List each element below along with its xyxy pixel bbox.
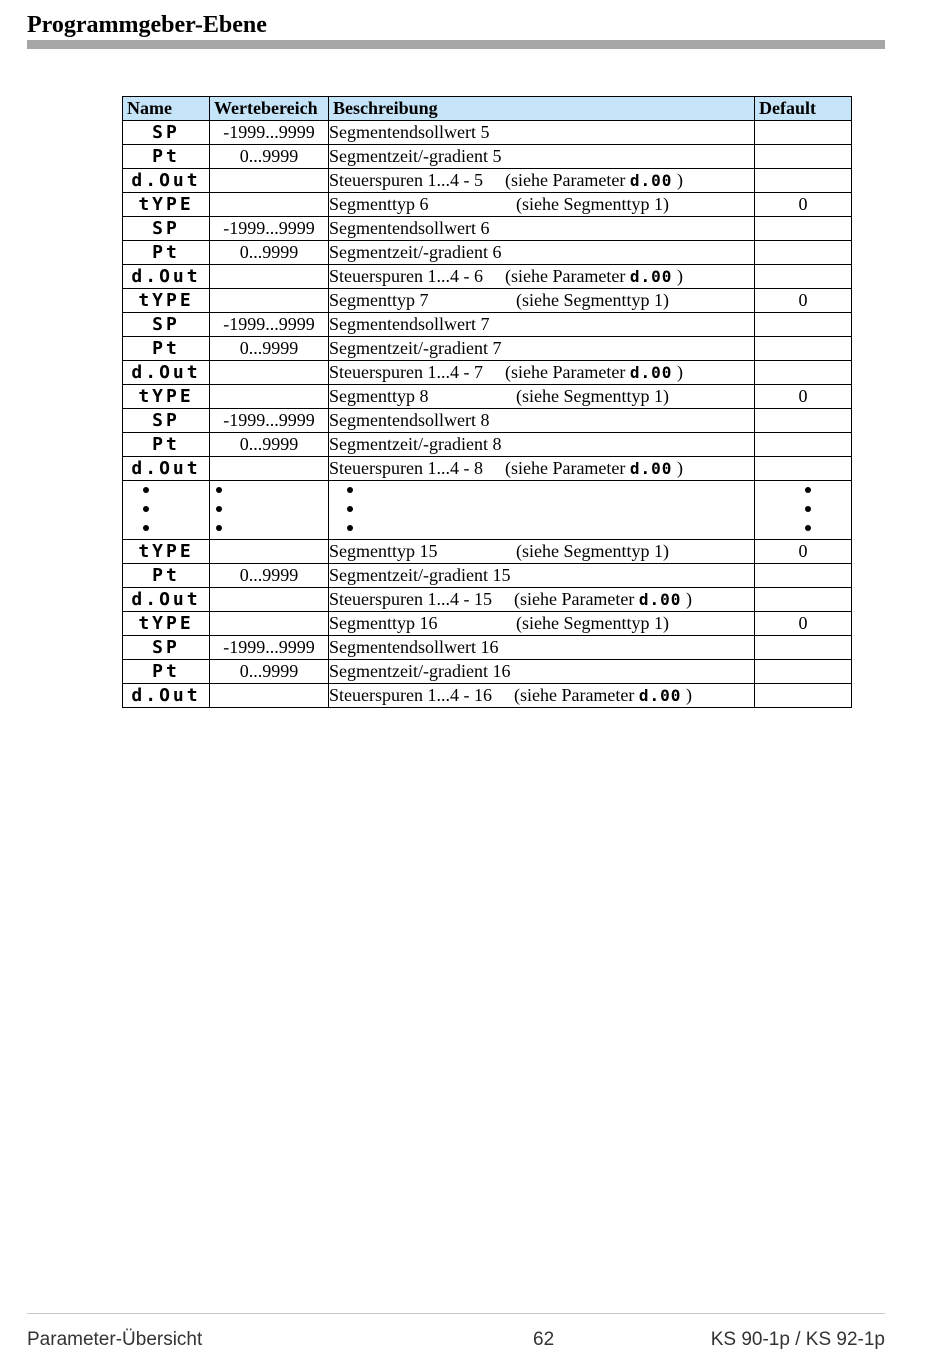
value-range	[210, 289, 329, 313]
description-text: Segmentzeit/-gradient 5	[329, 146, 502, 166]
parameter-name: d.Out	[123, 684, 210, 708]
dot-icon	[143, 525, 149, 531]
description-text: Segmentendsollwert 16	[329, 637, 499, 657]
dot-icon	[216, 525, 222, 531]
parameter-code: d.00	[629, 171, 673, 190]
description-text: Segmentzeit/-gradient 15	[329, 565, 511, 585]
description-note: (siehe Parameter	[513, 685, 635, 705]
description-note-close: )	[685, 685, 692, 705]
description	[329, 457, 755, 481]
parameter-name: SP	[123, 313, 210, 337]
description-text: Segmentendsollwert 7	[329, 314, 490, 334]
ellipsis-cell	[123, 481, 210, 540]
parameter-name: d.Out	[123, 588, 210, 612]
description-text: Steuerspuren 1...4 - 7	[329, 362, 483, 382]
value-range: 0...9999	[210, 337, 329, 361]
parameter-name: tYPE	[123, 612, 210, 636]
default-value	[755, 409, 852, 433]
parameter-name: d.Out	[123, 265, 210, 289]
description	[329, 564, 755, 588]
parameter-name: d.Out	[123, 457, 210, 481]
description	[329, 337, 755, 361]
parameter-name: tYPE	[123, 540, 210, 564]
description-note: (siehe Parameter	[504, 362, 626, 382]
default-value	[755, 457, 852, 481]
dot-icon	[347, 487, 353, 493]
table-row	[123, 241, 852, 265]
value-range: 0...9999	[210, 433, 329, 457]
description-note: (siehe Parameter	[504, 266, 626, 286]
parameter-code: d.00	[638, 590, 682, 609]
dot-icon	[347, 506, 353, 512]
description-note-close: )	[685, 589, 692, 609]
description-text: Segmentzeit/-gradient 6	[329, 242, 502, 262]
description-text: Steuerspuren 1...4 - 16	[329, 685, 492, 705]
value-range	[210, 265, 329, 289]
description-note: (siehe Parameter	[513, 589, 635, 609]
table-row	[123, 337, 852, 361]
default-value	[755, 361, 852, 385]
parameter-name: d.Out	[123, 169, 210, 193]
description	[329, 540, 755, 564]
description	[329, 636, 755, 660]
ellipsis-row	[123, 481, 852, 540]
default-value	[755, 265, 852, 289]
table-row	[123, 636, 852, 660]
description	[329, 409, 755, 433]
table-row	[123, 540, 852, 564]
description	[329, 121, 755, 145]
parameter-table	[122, 96, 852, 708]
default-value	[755, 433, 852, 457]
table-row	[123, 217, 852, 241]
parameter-name: Pt	[123, 241, 210, 265]
vertical-ellipsis-icon	[210, 481, 328, 531]
description-note: (siehe Parameter	[504, 458, 626, 478]
default-value	[755, 313, 852, 337]
parameter-name: Pt	[123, 660, 210, 684]
default-value	[755, 241, 852, 265]
dot-icon	[143, 487, 149, 493]
description-note-close: )	[676, 170, 683, 190]
default-value: 0	[755, 385, 852, 409]
parameter-name: SP	[123, 217, 210, 241]
value-range	[210, 457, 329, 481]
column-header-description: Beschreibung	[329, 97, 755, 121]
column-header-default: Default	[755, 97, 852, 121]
parameter-name: d.Out	[123, 361, 210, 385]
default-value	[755, 121, 852, 145]
page-title: Programmgeber-Ebene	[27, 12, 267, 38]
parameter-name: Pt	[123, 337, 210, 361]
description-note: (siehe Segmenttyp 1)	[516, 290, 669, 310]
parameter-code: d.00	[629, 363, 673, 382]
table-row	[123, 361, 852, 385]
value-range	[210, 385, 329, 409]
description-note-close: )	[676, 362, 683, 382]
description	[329, 241, 755, 265]
description-text: Segmenttyp 7	[329, 290, 429, 310]
description-note: (siehe Segmenttyp 1)	[516, 194, 669, 214]
parameter-name: tYPE	[123, 193, 210, 217]
parameter-code: d.00	[629, 267, 673, 286]
value-range: 0...9999	[210, 241, 329, 265]
description-note: (siehe Segmenttyp 1)	[516, 386, 669, 406]
description-note-close: )	[676, 266, 683, 286]
parameter-name: Pt	[123, 564, 210, 588]
table-row	[123, 265, 852, 289]
value-range	[210, 588, 329, 612]
vertical-ellipsis-icon	[755, 481, 851, 531]
description	[329, 660, 755, 684]
dot-icon	[805, 487, 811, 493]
value-range: -1999...9999	[210, 409, 329, 433]
default-value	[755, 636, 852, 660]
description	[329, 289, 755, 313]
default-value	[755, 684, 852, 708]
table-row	[123, 385, 852, 409]
default-value: 0	[755, 540, 852, 564]
footer-rule	[27, 1313, 885, 1314]
table-body	[123, 121, 852, 708]
table-row	[123, 660, 852, 684]
parameter-name: tYPE	[123, 289, 210, 313]
dot-icon	[347, 525, 353, 531]
table-row	[123, 684, 852, 708]
ellipsis-cell	[755, 481, 852, 540]
description-note-close: )	[676, 458, 683, 478]
footer-page-number: 62	[533, 1329, 555, 1350]
footer-product-name: KS 90-1p / KS 92-1p	[710, 1329, 885, 1350]
dot-icon	[805, 525, 811, 531]
table-row	[123, 193, 852, 217]
table-row	[123, 121, 852, 145]
value-range	[210, 169, 329, 193]
description	[329, 588, 755, 612]
default-value	[755, 588, 852, 612]
default-value	[755, 660, 852, 684]
value-range	[210, 193, 329, 217]
parameter-name: Pt	[123, 145, 210, 169]
table-row	[123, 169, 852, 193]
description-text: Segmentzeit/-gradient 7	[329, 338, 502, 358]
value-range: 0...9999	[210, 145, 329, 169]
description-text: Segmentzeit/-gradient 16	[329, 661, 511, 681]
footer-section-title: Parameter-Übersicht	[27, 1329, 203, 1350]
default-value	[755, 217, 852, 241]
default-value	[755, 337, 852, 361]
default-value: 0	[755, 612, 852, 636]
vertical-ellipsis-icon	[123, 481, 209, 531]
parameter-code: d.00	[638, 686, 682, 705]
description	[329, 313, 755, 337]
dot-icon	[216, 506, 222, 512]
ellipsis-cell	[210, 481, 329, 540]
table-row	[123, 313, 852, 337]
description	[329, 217, 755, 241]
description-text: Steuerspuren 1...4 - 8	[329, 458, 483, 478]
default-value	[755, 564, 852, 588]
default-value: 0	[755, 289, 852, 313]
description-text: Segmentendsollwert 5	[329, 122, 490, 142]
value-range: -1999...9999	[210, 121, 329, 145]
description	[329, 193, 755, 217]
description	[329, 361, 755, 385]
default-value	[755, 145, 852, 169]
description-note: (siehe Segmenttyp 1)	[516, 613, 669, 633]
value-range	[210, 612, 329, 636]
description	[329, 385, 755, 409]
dot-icon	[216, 487, 222, 493]
table-row	[123, 564, 852, 588]
value-range: 0...9999	[210, 564, 329, 588]
table-row	[123, 588, 852, 612]
description-text: Segmentendsollwert 6	[329, 218, 490, 238]
parameter-name: tYPE	[123, 385, 210, 409]
parameter-name: SP	[123, 121, 210, 145]
value-range: -1999...9999	[210, 217, 329, 241]
description	[329, 433, 755, 457]
description	[329, 169, 755, 193]
default-value: 0	[755, 193, 852, 217]
description	[329, 612, 755, 636]
default-value	[755, 169, 852, 193]
value-range: -1999...9999	[210, 636, 329, 660]
description-text: Segmenttyp 6	[329, 194, 429, 214]
parameter-name: SP	[123, 409, 210, 433]
description-text: Segmentzeit/-gradient 8	[329, 434, 502, 454]
value-range: 0...9999	[210, 660, 329, 684]
title-rule	[27, 40, 885, 49]
description-text: Segmenttyp 15	[329, 541, 438, 561]
description-note: (siehe Parameter	[504, 170, 626, 190]
column-header-range: Wertebereich	[210, 97, 329, 121]
table-row	[123, 612, 852, 636]
description	[329, 684, 755, 708]
parameter-name: SP	[123, 636, 210, 660]
description-text: Steuerspuren 1...4 - 6	[329, 266, 483, 286]
value-range	[210, 540, 329, 564]
table-row	[123, 289, 852, 313]
table-row	[123, 433, 852, 457]
parameter-name: Pt	[123, 433, 210, 457]
description-text: Segmenttyp 16	[329, 613, 438, 633]
dot-icon	[805, 506, 811, 512]
value-range	[210, 361, 329, 385]
description-note: (siehe Segmenttyp 1)	[516, 541, 669, 561]
vertical-ellipsis-icon	[329, 481, 754, 531]
description	[329, 265, 755, 289]
description-text: Steuerspuren 1...4 - 15	[329, 589, 492, 609]
table-row	[123, 145, 852, 169]
description-text: Steuerspuren 1...4 - 5	[329, 170, 483, 190]
parameter-code: d.00	[629, 459, 673, 478]
table-row	[123, 457, 852, 481]
ellipsis-cell	[329, 481, 755, 540]
description-text: Segmenttyp 8	[329, 386, 429, 406]
value-range	[210, 684, 329, 708]
description-text: Segmentendsollwert 8	[329, 410, 490, 430]
table-header-row	[123, 97, 852, 121]
dot-icon	[143, 506, 149, 512]
value-range: -1999...9999	[210, 313, 329, 337]
description	[329, 145, 755, 169]
table-row	[123, 409, 852, 433]
column-header-name: Name	[123, 97, 210, 121]
